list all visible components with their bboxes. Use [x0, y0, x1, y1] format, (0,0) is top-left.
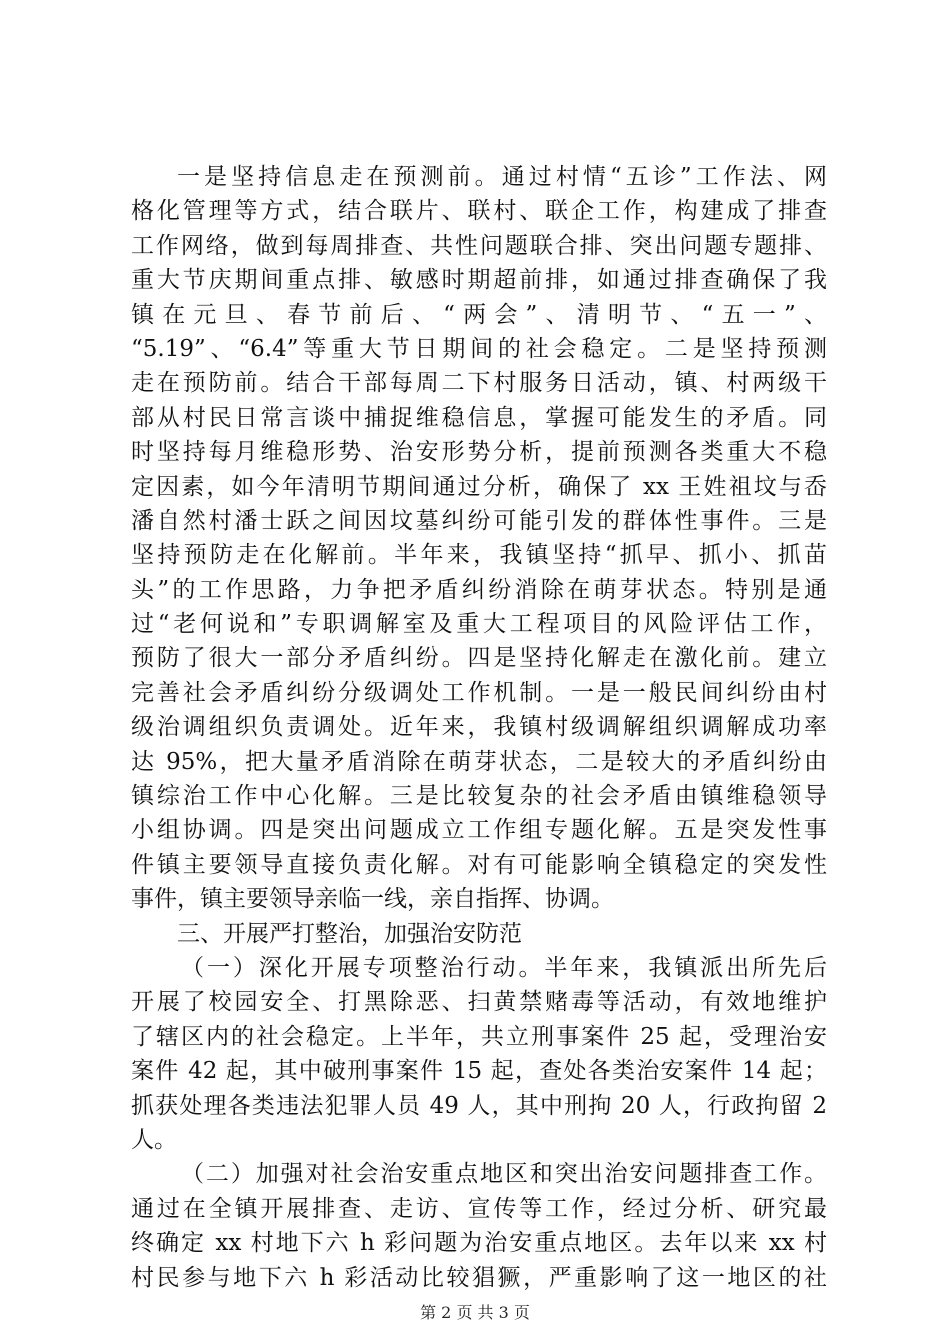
text-line: 时坚持每月维稳形势、治安形势分析，提前预测各类重大不稳	[131, 439, 827, 466]
text-line: 潘自然村潘士跃之间因坟墓纠纷可能引发的群体性事件。三是	[131, 507, 827, 534]
text-line: 格化管理等方式，结合联片、联村、联企工作，构建成了排查	[131, 198, 827, 225]
text-line: 开展了校园安全、打黑除恶、扫黄禁赌毒等活动，有效地维护	[131, 989, 827, 1016]
text-line: 过“老何说和”专职调解室及重大工程项目的风险评估工作，	[131, 611, 827, 638]
body-text	[131, 160, 827, 1295]
text-line: 件镇主要领导直接负责化解。对有可能影响全镇稳定的突发性	[131, 851, 827, 878]
text-line: 案件 42 起，其中破刑事案件 15 起，查处各类治安案件 14 起；	[131, 1058, 827, 1085]
text-line: 预防了很大一部分矛盾纠纷。四是坚持化解走在激化前。建立	[131, 645, 827, 672]
text-line: 部从村民日常言谈中捕捉维稳信息，掌握可能发生的矛盾。同	[131, 404, 827, 431]
text-line: 通过在全镇开展排查、走访、宣传等工作，经过分析、研究最	[131, 1195, 827, 1222]
text-line: 一是坚持信息走在预测前。通过村情“五诊”工作法、网	[177, 164, 827, 190]
text-line: 村民参与地下六 h 彩活动比较猖獗，严重影响了这一地区的社	[131, 1264, 827, 1291]
text-line: 达 95%，把大量矛盾消除在萌芽状态，二是较大的矛盾纠纷由	[131, 748, 827, 775]
text-line: 人。	[131, 1126, 177, 1153]
text-line: 定因素，如今年清明节期间通过分析，确保了 xx 王姓祖坟与岙	[131, 473, 827, 500]
text-line: 了辖区内的社会稳定。上半年，共立刑事案件 25 起，受理治安	[131, 1023, 827, 1050]
text-line: 镇综治工作中心化解。三是比较复杂的社会矛盾由镇维稳领导	[131, 783, 827, 810]
text-line: 头”的工作思路，力争把矛盾纠纷消除在萌芽状态。特别是通	[131, 576, 827, 603]
text-line: “5.19”、“6.4”等重大节日期间的社会稳定。二是坚持预测	[131, 335, 827, 362]
text-line: 完善社会矛盾纠纷分级调处工作机制。一是一般民间纠纷由村	[131, 679, 827, 706]
text-line: （二）加强对社会治安重点地区和突出治安问题排查工作。	[181, 1161, 827, 1188]
section-heading: 三、开展严打整治，加强治安防范	[177, 920, 522, 947]
text-line: 事件，镇主要领导亲临一线，亲自指挥、协调。	[131, 886, 614, 913]
text-line: 工作网络，做到每周排查、共性问题联合排、突出问题专题排、	[131, 232, 827, 259]
text-line: 镇在元旦、春节前后、“两会”、清明节、“五一”、	[131, 301, 827, 328]
text-line: 小组协调。四是突出问题成立工作组专题化解。五是突发性事	[131, 817, 827, 844]
page-number: 第 2 页 共 3 页	[420, 1303, 530, 1322]
text-line: 抓获处理各类违法犯罪人员 49 人，其中刑拘 20 人，行政拘留 2	[131, 1092, 827, 1119]
text-line: 走在预防前。结合干部每周二下村服务日活动，镇、村两级干	[131, 370, 827, 397]
text-line: （一）深化开展专项整治行动。半年来，我镇派出所先后	[181, 954, 827, 981]
page-footer	[0, 1303, 950, 1323]
text-line: 级治调组织负责调处。近年来，我镇村级调解组织调解成功率	[131, 714, 827, 741]
text-line: 坚持预防走在化解前。半年来，我镇坚持“抓早、抓小、抓苗	[131, 542, 827, 569]
text-line: 重大节庆期间重点排、敏感时期超前排，如通过排查确保了我	[131, 267, 827, 294]
text-line: 终确定 xx 村地下六 h 彩问题为治安重点地区。去年以来 xx 村	[131, 1230, 827, 1257]
